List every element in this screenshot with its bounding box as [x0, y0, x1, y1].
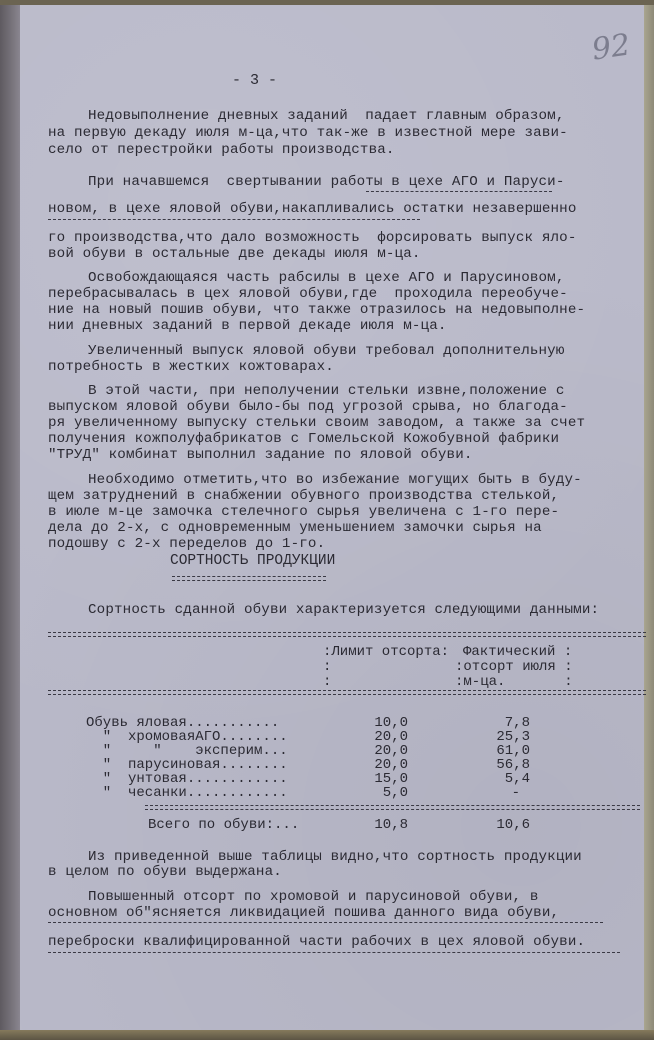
row-actual: 61,0: [496, 743, 530, 759]
binding-edge: [0, 0, 20, 1040]
paragraph-line: Необходимо отметить,что во избежание могущих быть в буду-: [88, 472, 582, 488]
paragraph-line: Освобождающаяся часть рабсилы в цехе АГО и Парусиновом,: [88, 270, 565, 286]
row-actual: -: [511, 785, 520, 801]
row-limit: 5,0: [382, 785, 408, 801]
section-heading: СОРТНОСТЬ ПРОДУКЦИИ: [170, 553, 336, 569]
bottom-edge: [0, 1030, 654, 1040]
paragraph-line: переброски квалифицированной части рабочих в цех яловой обуви.: [48, 934, 586, 950]
row-actual: 56,8: [496, 757, 530, 773]
table-header-limit: :Лимит отсорта:: [323, 644, 450, 660]
row-limit: 20,0: [374, 729, 408, 745]
table-header-actual: :м-ца. :: [455, 674, 573, 690]
total-label: Всего по обуви:...: [148, 817, 300, 833]
underline: [48, 219, 420, 220]
paragraph-line: в июле м-це замочка стелечного сырья увеличена с 1-го пере-: [48, 504, 560, 520]
paragraph-line: ря увеличенному выпуску стельки своим заводом, а также за счет: [48, 415, 586, 431]
paragraph-line: щем затруднений в снабжении обувного производства стелькой,: [48, 488, 560, 504]
table-intro: Сортность сданной обуви характеризуется следующими данными:: [88, 602, 600, 618]
paragraph-line: новом, в цехе яловой обуви,накапливались остатки незавершенно: [48, 201, 577, 217]
paragraph-line: ние на новый пошив обуви, что также отразилось на недовыполне-: [48, 302, 586, 318]
table-header-actual: Фактический :: [463, 644, 573, 660]
paragraph-line: "ТРУД" комбинат выполнил задание по яловой обуви.: [48, 447, 473, 463]
paragraph-line: потребность в жестких кожтоварах.: [48, 359, 334, 375]
table-rule-header: [48, 690, 646, 695]
heading-underline: [172, 576, 326, 581]
top-edge: [0, 0, 654, 5]
folio-number: 92: [589, 27, 633, 68]
paragraph-line: нии дневных заданий в первой декаде июля м-ца.: [48, 318, 447, 334]
paragraph-line: выпуском яловой обуви было-бы под угрозой срыва, но благода-: [48, 399, 568, 415]
paragraph-line: Из приведенной выше таблицы видно,что сортность продукции: [88, 849, 582, 865]
paragraph-line: вой обуви в остальные две декады июля м-ца.: [48, 246, 421, 262]
table-header-actual: :отсорт июля :: [455, 659, 573, 675]
paragraph-line: При начавшемся свертывании работы в цехе АГО и Паруси-: [88, 174, 565, 190]
underline: [48, 922, 603, 923]
table-rule-top: [48, 632, 646, 637]
total-actual: 10,6: [496, 817, 530, 833]
row-label: " парусиновая........: [86, 757, 288, 773]
paragraph-line: село от перестройки работы производства.: [48, 142, 395, 158]
paragraph-line: в целом по обуви выдержана.: [48, 864, 282, 880]
row-label: " хромоваяАГО........: [86, 729, 288, 745]
table-header-colon: :: [323, 674, 332, 690]
paragraph-line: Увеличенный выпуск яловой обуви требовал дополнительную: [88, 343, 565, 359]
underline: [366, 191, 552, 192]
paragraph-line: В этой части, при неполучении стельки извне,положение с: [88, 383, 565, 399]
table-rule-total: [145, 805, 640, 810]
page-number: - 3 -: [232, 72, 278, 89]
underline: [48, 952, 620, 953]
paragraph-line: го производства,что дало возможность форсировать выпуск яло-: [48, 230, 577, 246]
row-limit: 10,0: [374, 715, 408, 731]
paragraph-line: подошву с 2-х переделов до 1-го.: [48, 536, 326, 552]
table-header-colon: :: [323, 659, 332, 675]
paragraph-line: Повышенный отсорт по хромовой и парусиновой обуви, в: [88, 889, 539, 905]
paragraph-line: на первую декаду июля м-ца,что так-же в известной мере зави-: [48, 125, 568, 141]
row-label: " " эксперим...: [86, 743, 288, 759]
row-limit: 20,0: [374, 757, 408, 773]
row-label: Обувь яловая...........: [86, 715, 280, 731]
paragraph-line: перебрасывалась в цех яловой обуви,где проходила переобуче-: [48, 286, 568, 302]
row-actual: 25,3: [496, 729, 530, 745]
row-label: " унтовая............: [86, 771, 288, 787]
row-actual: 5,4: [504, 771, 530, 787]
row-label: " чесанки............: [86, 785, 288, 801]
paragraph-line: получения кожполуфабрикатов с Гомельской Кожобувной фабрики: [48, 431, 560, 447]
row-limit: 20,0: [374, 743, 408, 759]
row-limit: 15,0: [374, 771, 408, 787]
paragraph-line: дела до 2-х, с одновременным уменьшением замочки сырья на: [48, 520, 542, 536]
paragraph-line: Недовыполнение дневных заданий падает главным образом,: [88, 108, 565, 124]
paragraph-line: основном об"ясняется ликвидацией пошива данного вида обуви,: [48, 905, 560, 921]
page-edge: [644, 0, 654, 1040]
total-limit: 10,8: [374, 817, 408, 833]
row-actual: 7,8: [504, 715, 530, 731]
